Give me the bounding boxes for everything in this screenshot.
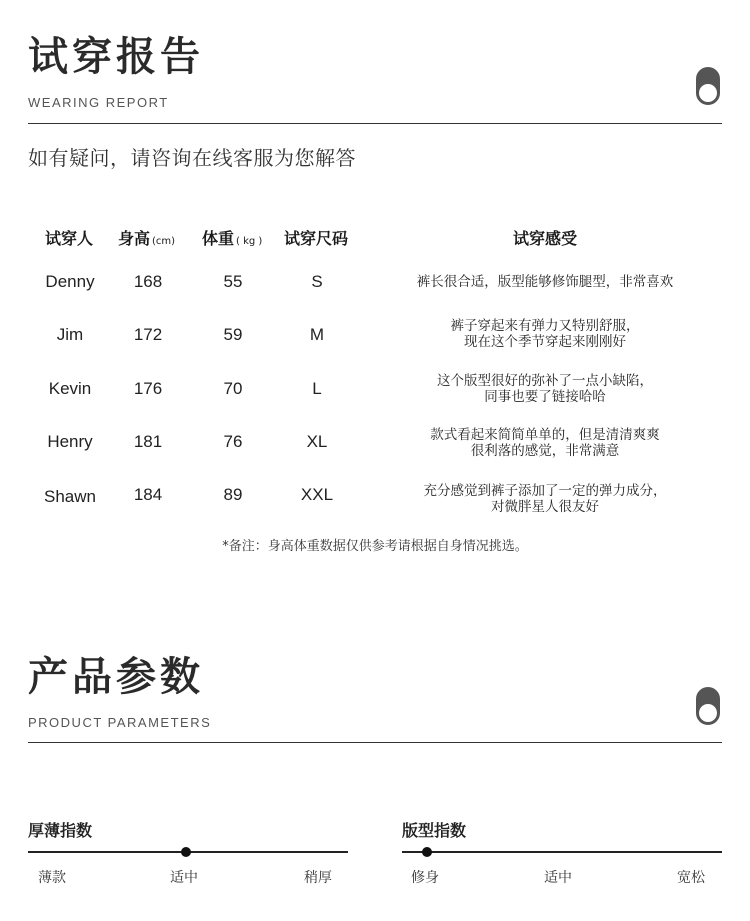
cell-feel: 充分感觉到裤子添加了一定的弹力成分， 对微胖星人很友好 — [423, 483, 667, 515]
cell-weight: 59 — [223, 325, 243, 344]
cell-name: Jim — [56, 325, 84, 344]
cell-feel: 裤长很合适，版型能够修饰腿型，非常喜欢 — [416, 274, 674, 290]
report-divider — [28, 123, 722, 124]
report-intro: 如有疑问，请咨询在线客服为您解答 — [28, 146, 356, 170]
fit-option: 适中 — [544, 870, 572, 886]
cell-height: 184 — [133, 485, 163, 504]
fit-option: 宽松 — [677, 870, 705, 886]
cell-feel: 裤子穿起来有弹力又特别舒服， 现在这个季节穿起来刚刚好 — [450, 318, 640, 350]
params-divider — [28, 742, 722, 743]
cell-size: M — [309, 325, 325, 344]
fit-marker — [422, 847, 432, 857]
thickness-option: 薄款 — [38, 870, 66, 886]
cell-feel: 这个版型很好的弥补了一点小缺陷， 同事也要了链接哈哈 — [437, 373, 653, 405]
report-subtitle: WEARING REPORT — [28, 95, 169, 110]
cell-height: 181 — [133, 432, 163, 451]
cell-weight: 55 — [223, 272, 243, 291]
fit-label: 版型指数 — [402, 821, 467, 840]
cell-height: 168 — [133, 272, 163, 291]
cell-height: 176 — [133, 379, 163, 398]
cell-name: Kevin — [48, 379, 92, 398]
cell-size: XL — [306, 432, 328, 451]
cell-feel: 款式看起来简简单单的，但是清清爽爽 很利落的感觉，非常满意 — [430, 427, 660, 459]
cell-name: Shawn — [44, 487, 96, 506]
params-title: 产品参数 — [28, 654, 204, 700]
fit-track — [402, 851, 722, 853]
report-note: *备注：身高体重数据仅供参考请根据自身情况挑选。 — [222, 539, 528, 554]
cell-size: XXL — [300, 485, 334, 504]
cell-weight: 89 — [223, 485, 243, 504]
toggle-icon — [696, 67, 720, 105]
cell-height: 172 — [133, 325, 163, 344]
cell-size: L — [312, 379, 322, 398]
header-height: 身高 (cm) — [118, 229, 176, 248]
fit-option: 修身 — [411, 870, 439, 886]
thickness-option: 稍厚 — [304, 870, 332, 886]
thickness-option: 适中 — [170, 870, 198, 886]
report-title: 试穿报告 — [28, 34, 204, 80]
header-feel: 试穿感受 — [513, 229, 578, 248]
thickness-marker — [181, 847, 191, 857]
cell-weight: 76 — [223, 432, 243, 451]
header-person: 试穿人 — [45, 229, 94, 248]
cell-weight: 70 — [223, 379, 243, 398]
params-subtitle: PRODUCT PARAMETERS — [28, 715, 212, 730]
cell-name: Denny — [45, 272, 95, 291]
header-weight: 体重 ( kg ) — [202, 229, 263, 248]
header-size: 试穿尺码 — [284, 229, 349, 248]
thickness-label: 厚薄指数 — [28, 821, 93, 840]
cell-name: Henry — [47, 432, 93, 451]
toggle-icon — [696, 687, 720, 725]
cell-size: S — [311, 272, 323, 291]
